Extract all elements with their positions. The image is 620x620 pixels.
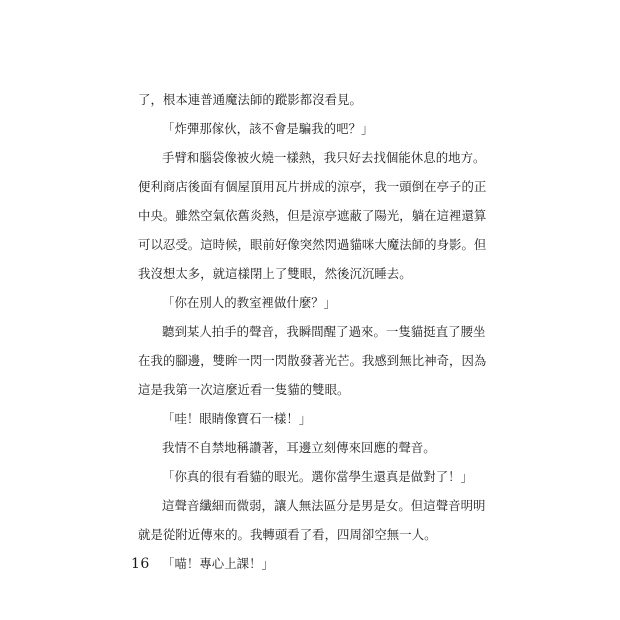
text-line: 手臂和腦袋像被火燒一樣熱，我只好去找個能休息的地方。 (162, 150, 486, 165)
text-line: 「哇！眼睛像寶石一樣！」 (162, 411, 312, 426)
text-line: 「你真的很有看貓的眼光。選你當學生還真是做對了！」 (162, 469, 474, 484)
text-line: 我情不自禁地稱讚著，耳邊立刻傳來回應的聲音。 (162, 440, 436, 455)
text-line: 聽到某人拍手的聲音，我瞬間醒了過來。一隻貓挺直了腰坐 (162, 324, 486, 339)
text-line: 這是我第一次這麼近看一隻貓的雙眼。 (138, 382, 350, 397)
text-line: 「你在別人的教室裡做什麼？」 (162, 295, 337, 310)
page-number: 16 (131, 556, 150, 572)
text-line: 「喵！專心上課！」 (162, 556, 274, 571)
text-line: 在我的腳邊，雙眸一閃一閃散發著光芒。我感到無比神奇，因為 (138, 353, 487, 368)
text-line: 我沒想太多，就這樣閉上了雙眼，然後沉沉睡去。 (138, 266, 412, 281)
text-line: 這聲音纖細而微弱，讓人無法區分是男是女。但這聲音明明 (162, 498, 486, 513)
text-line: 可以忍受。這時候，眼前好像突然閃過貓咪大魔法師的身影。但 (138, 237, 487, 252)
text-line: 「炸彈那傢伙，該不會是騙我的吧？」 (162, 121, 374, 136)
text-line: 了，根本連普通魔法師的蹤影都沒看見。 (138, 92, 362, 107)
text-line: 便利商店後面有個屋頂用瓦片拼成的涼亭，我一頭倒在亭子的正 (138, 179, 487, 194)
text-line: 中央。雖然空氣依舊炎熱，但是涼亭遮蔽了陽光，躺在這裡還算 (138, 208, 487, 223)
text-line: 就是從附近傳來的。我轉頭看了看，四周卻空無一人。 (138, 527, 437, 542)
